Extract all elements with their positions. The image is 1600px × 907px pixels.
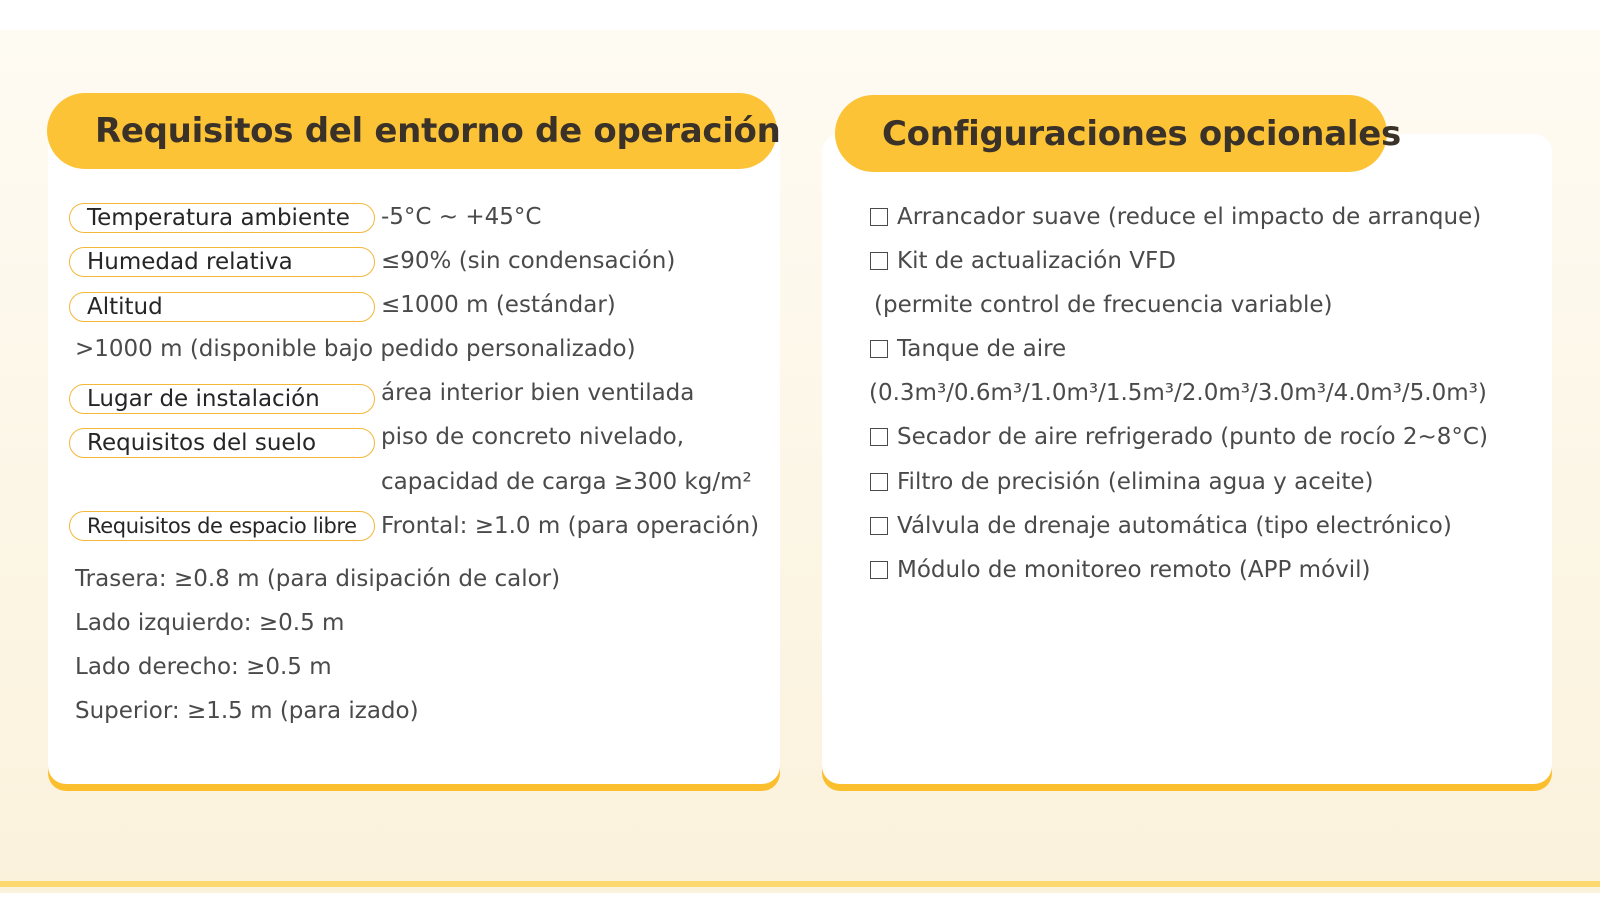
clearance-rear: Trasera: ≥0.8 m (para disipación de calor) — [75, 566, 561, 592]
option-vfd-kit: Kit de actualización VFD — [870, 245, 1176, 277]
option-vfd-kit-note: (permite control de frecuencia variable) — [874, 292, 1333, 318]
location-label: Lugar de instalación — [69, 384, 375, 414]
altitude-label: Altitud — [69, 292, 375, 322]
humidity-value: ≤90% (sin condensación) — [381, 248, 676, 274]
clearance-front: Frontal: ≥1.0 m (para operación) — [381, 513, 760, 539]
clearance-right-side: Lado derecho: ≥0.5 m — [75, 654, 332, 680]
floor-value-line2: capacidad de carga ≥300 kg/m² — [381, 469, 752, 495]
clearance-label: Requisitos de espacio libre — [69, 511, 375, 541]
location-value: área interior bien ventilada — [381, 380, 695, 406]
checkbox-icon[interactable] — [870, 517, 888, 535]
altitude-extra: >1000 m (disponible bajo pedido personalizado) — [75, 336, 636, 362]
checkbox-icon[interactable] — [870, 428, 888, 446]
option-air-dryer: Secador de aire refrigerado (punto de rocío 2~8°C) — [870, 421, 1488, 453]
clearance-top: Superior: ≥1.5 m (para izado) — [75, 698, 419, 724]
checkbox-icon[interactable] — [870, 340, 888, 358]
temperature-value: -5°C ~ +45°C — [381, 204, 542, 230]
checkbox-icon[interactable] — [870, 561, 888, 579]
option-soft-starter: Arrancador suave (reduce el impacto de arranque) — [870, 201, 1481, 233]
altitude-value: ≤1000 m (estándar) — [381, 292, 616, 318]
temperature-label: Temperatura ambiente — [69, 203, 375, 233]
checkbox-icon[interactable] — [870, 208, 888, 226]
floor-value-line1: piso de concreto nivelado, — [381, 424, 685, 450]
option-drain-valve: Válvula de drenaje automática (tipo electrónico) — [870, 510, 1452, 542]
optional-configurations-title: Configuraciones opcionales — [835, 95, 1387, 172]
option-precision-filter: Filtro de precisión (elimina agua y aceite) — [870, 466, 1374, 498]
option-air-tank: Tanque de aire — [870, 333, 1066, 365]
option-remote-monitoring: Módulo de monitoreo remoto (APP móvil) — [870, 554, 1371, 586]
floor-label: Requisitos del suelo — [69, 428, 375, 458]
clearance-left-side: Lado izquierdo: ≥0.5 m — [75, 610, 345, 636]
checkbox-icon[interactable] — [870, 473, 888, 491]
checkbox-icon[interactable] — [870, 252, 888, 270]
humidity-label: Humedad relativa — [69, 247, 375, 277]
operating-environment-title: Requisitos del entorno de operación — [47, 93, 777, 169]
bottom-divider — [0, 881, 1600, 887]
option-air-tank-sizes: (0.3m³/0.6m³/1.0m³/1.5m³/2.0m³/3.0m³/4.0m³/5.0m³) — [869, 380, 1487, 406]
